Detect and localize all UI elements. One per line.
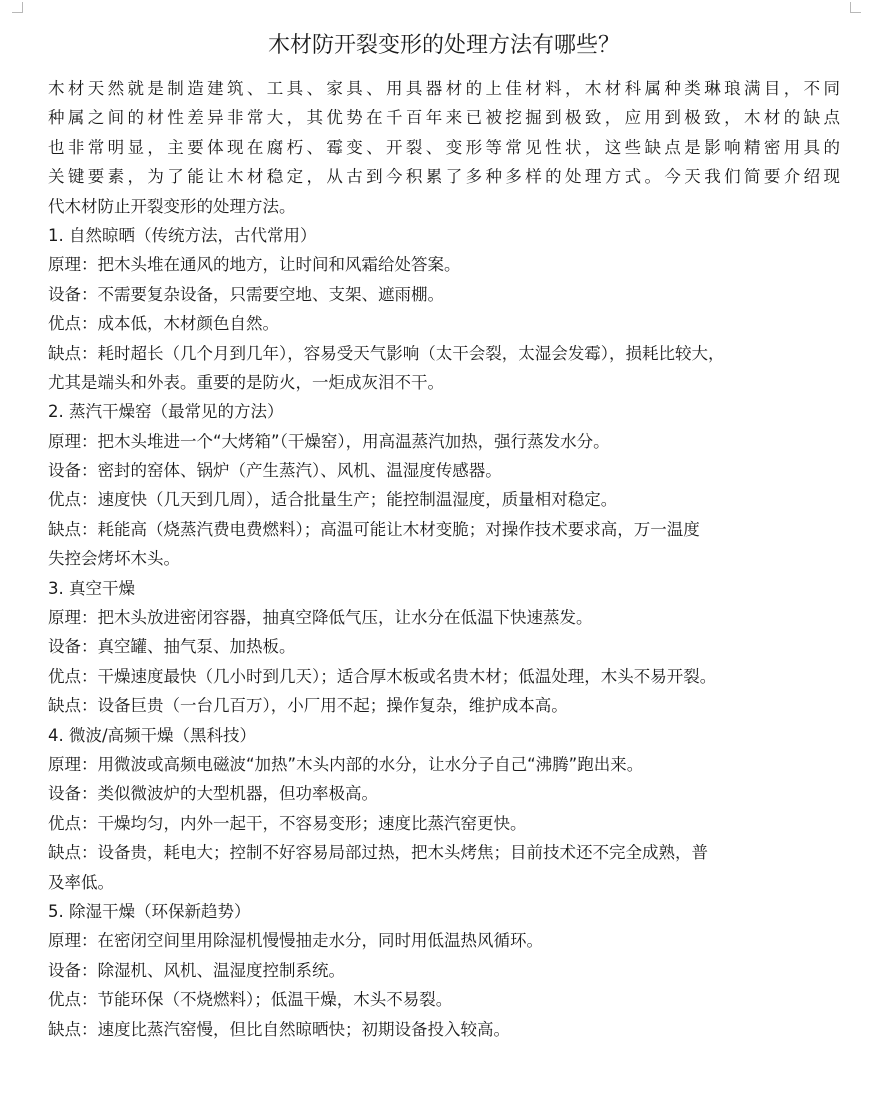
- page-corner-mark-left: [12, 2, 23, 13]
- section-line: 设备：密封的窑体、锅炉（产生蒸汽）、风机、温湿度传感器。: [48, 461, 502, 481]
- section-line: 缺点：设备巨贵（一台几百万），小厂用不起；操作复杂，维护成本高。: [48, 696, 568, 716]
- document-body: [48, 74, 840, 1044]
- section-microwave-drying: [48, 721, 840, 897]
- section-line: 原理：把木头放进密闭容器，抽真空降低气压，让水分在低温下快速蒸发。: [48, 608, 593, 628]
- section-line: 尤其是端头和外表。重要的是防火，一炬成灰泪不干。: [48, 372, 444, 392]
- intro-paragraph: [48, 74, 840, 221]
- section-line: 设备：真空罐、抽气泵、加热板。: [48, 637, 296, 657]
- section-line: 原理：在密闭空间里用除湿机慢慢抽走水分，同时用低温热风循环。: [48, 931, 543, 951]
- section-line: 优点：节能环保（不烧燃料）；低温干燥，木头不易裂。: [48, 990, 453, 1010]
- section-vacuum-drying: [48, 574, 840, 721]
- section-heading: 5. 除湿干燥（环保新趋势）: [48, 901, 251, 921]
- section-line: 缺点：设备贵，耗电大；控制不好容易局部过热，把木头烤焦；目前技术还不完全成熟，普: [48, 843, 708, 863]
- section-line: 原理：把木头堆进一个“大烤箱”（干燥窑），用高温蒸汽加热，强行蒸发水分。: [48, 431, 610, 451]
- section-line: 缺点：耗能高（烧蒸汽费电费燃料）；高温可能让木材变脆；对操作技术要求高，万一温度: [48, 519, 700, 539]
- section-line: 设备：类似微波炉的大型机器，但功率极高。: [48, 784, 378, 804]
- section-heading: 1. 自然晾晒（传统方法，古代常用）: [48, 225, 317, 245]
- section-natural-drying: [48, 221, 840, 397]
- section-line: 设备：除湿机、风机、温湿度控制系统。: [48, 960, 345, 980]
- intro-line: 关键要素，为了能让木材稳定，从古到今积累了多种多样的处理方式。今天我们简要介绍现: [48, 167, 840, 187]
- section-heading: 3. 真空干燥: [48, 578, 135, 598]
- section-line: 优点：干燥均匀，内外一起干，不容易变形；速度比蒸汽窑更快。: [48, 813, 527, 833]
- intro-line: 木材天然就是制造建筑、工具、家具、用具器材的上佳材料，木材科属种类琳琅满目，不同: [48, 79, 840, 98]
- page-corner-mark-right: [850, 2, 861, 13]
- intro-line: 代木材防止开裂变形的处理方法。: [48, 196, 296, 216]
- section-line: 原理：用微波或高频电磁波“加热”木头内部的水分，让水分子自己“沸腾”跑出来。: [48, 754, 644, 774]
- section-line: 失控会烤坏木头。: [48, 549, 180, 569]
- section-heading: 4. 微波/高频干燥（黑科技）: [48, 725, 257, 745]
- document-title: 木材防开裂变形的处理方法有哪些？: [267, 33, 620, 58]
- section-line: 缺点：速度比蒸汽窑慢，但比自然晾晒快；初期设备投入较高。: [48, 1019, 510, 1039]
- section-steam-kiln: [48, 397, 840, 573]
- section-line: 优点：速度快（几天到几周），适合批量生产；能控制温湿度，质量相对稳定。: [48, 490, 618, 510]
- section-line: 原理：把木头堆在通风的地方，让时间和风霜给处答案。: [48, 255, 461, 275]
- section-line: 设备：不需要复杂设备，只需要空地、支架、遮雨棚。: [48, 284, 444, 304]
- section-line: 及率低。: [48, 872, 114, 892]
- intro-line: 也非常明显，主要体现在腐朽、霉变、开裂、变形等常见性状，这些缺点是影响精密用具的: [48, 137, 840, 157]
- section-line: 优点：干燥速度最快（几小时到几天）；适合厚木板或名贵木材；低温处理，木头不易开裂。: [48, 666, 717, 686]
- section-line: 优点：成本低，木材颜色自然。: [48, 314, 279, 334]
- section-line: 缺点：耗时超长（几个月到几年），容易受天气影响（太干会裂，太湿会发霉），损耗比较大，: [48, 343, 725, 363]
- section-heading: 2. 蒸汽干燥窑（最常见的方法）: [48, 402, 284, 422]
- document-page: [48, 0, 840, 1044]
- section-dehumidification-drying: [48, 897, 840, 1044]
- intro-line: 种属之间的材性差异非常大，其优势在千百年来已被挖掘到极致，应用到极致，木材的缺点: [48, 108, 840, 128]
